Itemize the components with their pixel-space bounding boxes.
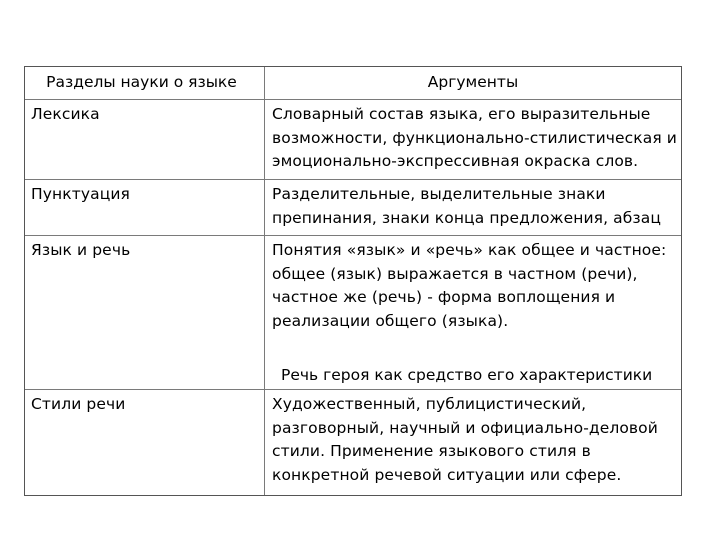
- argument-text: Понятия «язык» и «речь» как общее и частное: общее (язык) выражается в частном (речи), частное же (речь) - форма воплощения и реализации общего (языка).: [272, 241, 667, 330]
- argument-cell: Разделительные, выделительные знаки препинания, знаки конца предложения, абзац: [272, 185, 661, 227]
- table-row: [25, 236, 681, 390]
- table-row: [25, 100, 681, 180]
- argument-note: Речь героя как средство его характеристики: [281, 366, 653, 384]
- arguments-table: [24, 66, 682, 496]
- table-header-row: [25, 67, 681, 100]
- section-cell: Лексика: [25, 100, 265, 179]
- header-sections: Разделы науки о языке: [25, 67, 265, 99]
- header-arguments: Аргументы: [427, 73, 519, 91]
- section-cell: Пунктуация: [25, 180, 265, 235]
- section-cell: Стили речи: [25, 390, 265, 495]
- section-cell: Язык и речь: [25, 236, 265, 389]
- argument-cell: Художественный, публицистический, разговорный, научный и официально-деловой стили. Применение языкового стиля в конкретной речевой ситуации или сфере.: [272, 395, 658, 484]
- argument-cell: Словарный состав языка, его выразительные возможности, функционально-стилистическая и эмоционально-экспрессивная окраска слов.: [272, 105, 677, 170]
- table-row: [25, 390, 681, 495]
- table-row: [25, 180, 681, 236]
- argument-cell: [265, 236, 681, 389]
